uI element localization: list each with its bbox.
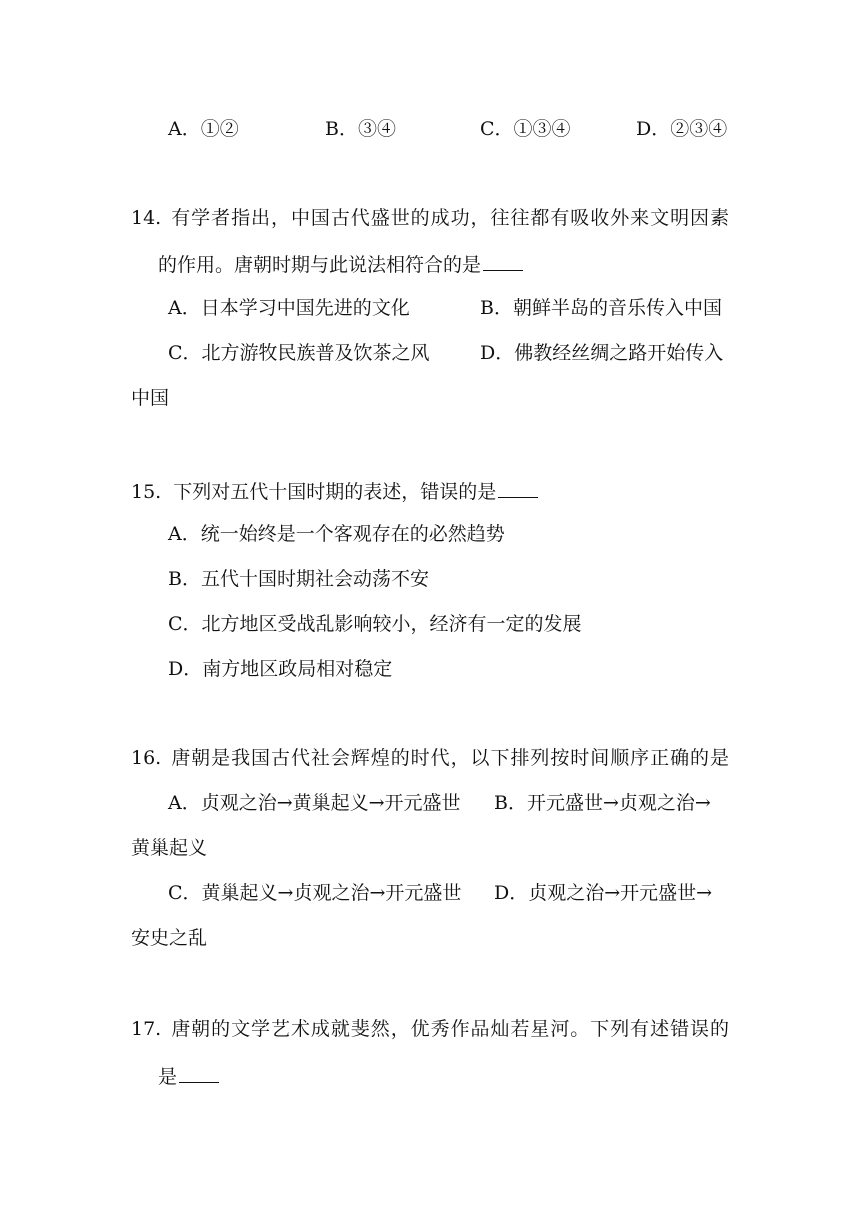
q13-option-c: C．①③④ bbox=[480, 118, 571, 140]
q16-option-a: A．贞观之治→黄巢起义→开元盛世 bbox=[168, 792, 461, 814]
q15-stem bbox=[131, 477, 538, 503]
q17-stem-line2 bbox=[158, 1062, 219, 1088]
q17-stem-text: 唐朝的文学艺术成就斐然，优秀作品灿若星河。下列有述错误的 bbox=[171, 1018, 729, 1040]
q16-option-b: B．开元盛世→贞观之治→ bbox=[494, 792, 711, 814]
q15-option-a: A．统一始终是一个客观存在的必然趋势 bbox=[168, 523, 505, 545]
q16-option-c: C．黄巢起义→贞观之治→开元盛世 bbox=[168, 882, 462, 904]
answer-blank bbox=[179, 1062, 219, 1083]
q14-option-c: C．北方游牧民族普及饮茶之风 bbox=[168, 342, 430, 364]
q15-number: 15. bbox=[131, 481, 162, 503]
q14-stem-line1 bbox=[131, 205, 729, 231]
answer-blank bbox=[498, 477, 538, 498]
q14-option-d-cont: 中国 bbox=[131, 387, 170, 409]
q17-stem-line1 bbox=[131, 1016, 729, 1042]
q16-number: 16. bbox=[131, 747, 162, 769]
q16-option-d-cont: 安史之乱 bbox=[131, 927, 208, 949]
q15-stem-text: 下列对五代十国时期的表述，错误的是 bbox=[173, 481, 497, 503]
q14-stem-text: 有学者指出，中国古代盛世的成功，往往都有吸收外来文明因素 bbox=[171, 207, 729, 229]
q13-option-a: A．①② bbox=[168, 118, 239, 140]
q14-stem-line2 bbox=[158, 250, 523, 276]
q13-option-b: B．③④ bbox=[325, 118, 396, 140]
q14-number: 14. bbox=[131, 207, 162, 229]
q16-option-d: D．贞观之治→开元盛世→ bbox=[494, 882, 713, 904]
q13-option-d: D．②③④ bbox=[636, 118, 728, 140]
q16-stem bbox=[131, 745, 729, 771]
q14-stem-line2-text: 的作用。唐朝时期与此说法相符合的是 bbox=[158, 254, 482, 276]
q17-stem-line2-text: 是 bbox=[158, 1066, 178, 1088]
q14-option-b: B．朝鲜半岛的音乐传入中国 bbox=[480, 297, 722, 319]
q14-option-a: A．日本学习中国先进的文化 bbox=[168, 297, 410, 319]
q15-option-c: C．北方地区受战乱影响较小，经济有一定的发展 bbox=[168, 613, 582, 635]
q16-stem-text: 唐朝是我国古代社会辉煌的时代，以下排列按时间顺序正确的是 bbox=[171, 747, 729, 769]
q16-option-b-cont: 黄巢起义 bbox=[131, 837, 208, 859]
q17-number: 17. bbox=[131, 1018, 162, 1040]
q15-option-d: D．南方地区政局相对稳定 bbox=[168, 658, 393, 680]
q14-option-d: D．佛教经丝绸之路开始传入 bbox=[480, 342, 724, 364]
q15-option-b: B．五代十国时期社会动荡不安 bbox=[168, 568, 429, 590]
answer-blank bbox=[483, 250, 523, 271]
